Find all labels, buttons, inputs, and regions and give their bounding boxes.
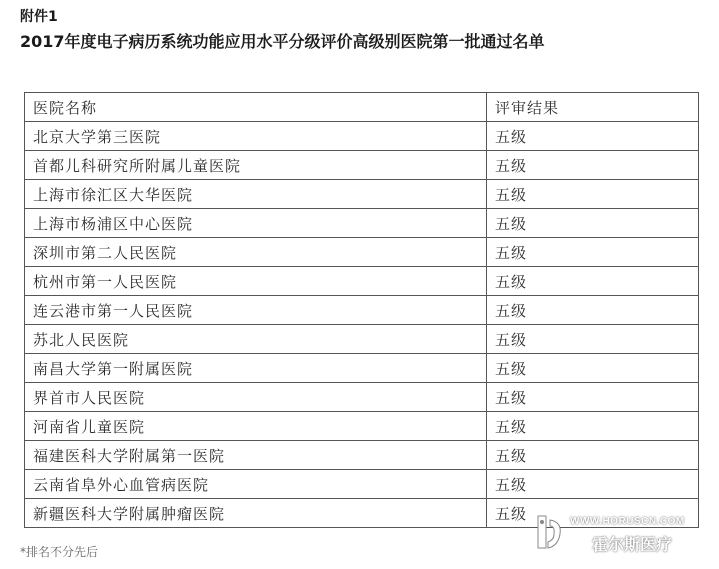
review-result-cell: 五级: [487, 354, 699, 383]
review-result-cell: 五级: [487, 470, 699, 499]
hospital-name-cell: 界首市人民医院: [25, 383, 487, 412]
table-row: [25, 122, 699, 151]
hospital-name-cell: 深圳市第二人民医院: [25, 238, 487, 267]
review-result-cell: 五级: [487, 325, 699, 354]
table-row: [25, 441, 699, 470]
hospital-name-cell: 连云港市第一人民医院: [25, 296, 487, 325]
table-row: [25, 383, 699, 412]
table-row: [25, 412, 699, 441]
page-title: 2017年度电子病历系统功能应用水平分级评价高级别医院第一批通过名单: [20, 32, 545, 51]
horus-logo-icon: [532, 512, 566, 552]
hospital-table: [24, 92, 699, 528]
review-result-cell: 五级: [487, 209, 699, 238]
review-result-cell: 五级: [487, 122, 699, 151]
column-header-hospital-name: 医院名称: [25, 93, 487, 122]
review-result-cell: 五级: [487, 151, 699, 180]
review-result-cell: 五级: [487, 267, 699, 296]
table-row: [25, 267, 699, 296]
review-result-cell: 五级: [487, 238, 699, 267]
ranking-footnote: *排名不分先后: [20, 545, 99, 559]
hospital-name-cell: 首都儿科研究所附属儿童医院: [25, 151, 487, 180]
hospital-name-cell: 南昌大学第一附属医院: [25, 354, 487, 383]
review-result-cell: 五级: [487, 441, 699, 470]
review-result-cell: 五级: [487, 383, 699, 412]
column-header-review-result: 评审结果: [487, 93, 699, 122]
review-result-cell: 五级: [487, 296, 699, 325]
hospital-name-cell: 北京大学第三医院: [25, 122, 487, 151]
table-row: [25, 354, 699, 383]
review-result-cell: 五级: [487, 499, 699, 528]
review-result-cell: 五级: [487, 412, 699, 441]
hospital-name-cell: 上海市杨浦区中心医院: [25, 209, 487, 238]
watermark-url: WWW.HORUSCN.COM: [570, 516, 685, 527]
watermark: [532, 510, 712, 560]
review-result-cell: 五级: [487, 180, 699, 209]
table-row: [25, 209, 699, 238]
attachment-label: 附件1: [20, 9, 58, 25]
hospital-name-cell: 上海市徐汇区大华医院: [25, 180, 487, 209]
hospital-name-cell: 苏北人民医院: [25, 325, 487, 354]
table-row: [25, 325, 699, 354]
hospital-name-cell: 河南省儿童医院: [25, 412, 487, 441]
hospital-name-cell: 云南省阜外心血管病医院: [25, 470, 487, 499]
table-header-row: [25, 93, 699, 122]
table-row: [25, 151, 699, 180]
hospital-name-cell: 福建医科大学附属第一医院: [25, 441, 487, 470]
hospital-name-cell: 杭州市第一人民医院: [25, 267, 487, 296]
table-row: [25, 238, 699, 267]
table-row: [25, 470, 699, 499]
table-row: [25, 180, 699, 209]
hospital-name-cell: 新疆医科大学附属肿瘤医院: [25, 499, 487, 528]
watermark-name: 霍尔斯医疗: [592, 535, 673, 554]
table-row: [25, 296, 699, 325]
